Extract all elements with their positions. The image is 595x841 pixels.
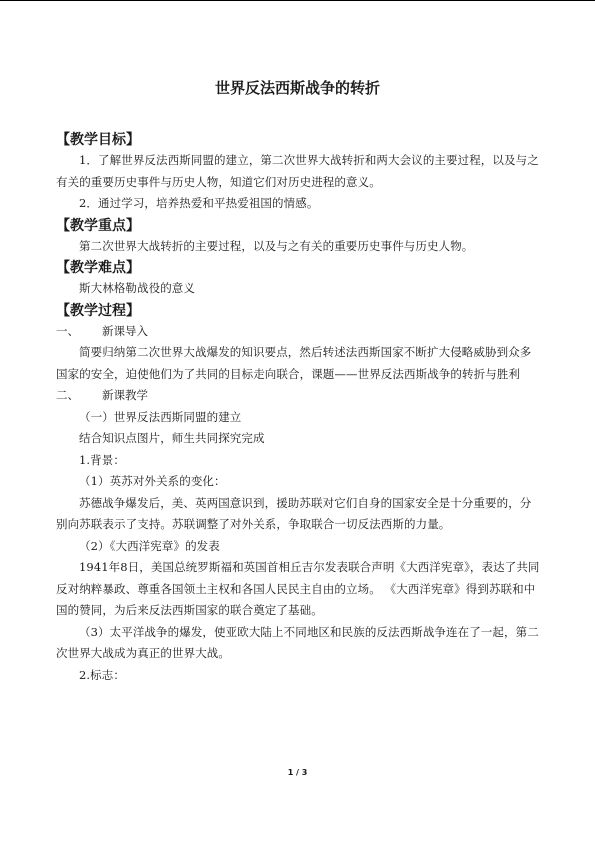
- background-1-title: （1）英苏对外关系的变化：: [79, 474, 226, 488]
- background-2-text: 1941年8日，美国总统罗斯福和英国首相丘吉尔发表联合声明《大西洋宪章》，表达了共同反对纳粹暴政、尊重各国领土主权和各国人民民主自由的立场。 《大西洋宪章》得到苏联和中国的赞同，为后来反法西斯国家的联合奠定了基础。: [56, 560, 540, 617]
- goal-2: 2．通过学习，培养热爱和平热爱祖国的情感。: [79, 196, 319, 210]
- sign-heading: 2.标志：: [79, 667, 125, 682]
- page-number: 1 / 3: [287, 768, 308, 777]
- intro-text: 简要归纳第二次世界大战爆发的知识要点，然后转述法西斯国家不断扩大侵略威胁到众多国家的安全，迫使他们为了共同的目标走向联合，课题——世界反法西斯战争的转折与胜利: [56, 345, 532, 381]
- section-2-number: 二、: [56, 388, 79, 402]
- section-2-heading: [56, 385, 540, 407]
- background-1-text: 苏德战争爆发后，美、英两国意识到，援助苏联对它们自身的国家安全是十分重要的，分别向苏联表示了支持。苏联调整了对外关系，争取联合一切反法西斯的力量。: [56, 495, 532, 531]
- heading-teaching-goals: 【教学目标】: [56, 132, 140, 148]
- goal-1: 1．了解世界反法西斯同盟的建立，第二次世界大战转折和两大会议的主要过程，以及与之有关的重要历史事件与历史人物，知道它们对历史进程的意义。: [56, 153, 539, 189]
- section-1-title: 新课导入: [102, 323, 148, 338]
- document-title: 世界反法西斯战争的转折: [214, 79, 380, 97]
- page-top-border: [0, 0, 595, 1]
- difficulties-text: 斯大林格勒战役的意义: [79, 281, 195, 295]
- background-3-text: （3）太平洋战争的爆发，使亚欧大陆上不同地区和民族的反法西斯战争连在了一起，第二次世界大战成为真正的世界大战。: [56, 624, 539, 660]
- key-points-text: 第二次世界大战转折的主要过程，以及与之有关的重要历史事件与历史人物。: [79, 238, 474, 253]
- heading-key-points: 【教学重点】: [56, 217, 140, 234]
- background-2-title: （2）《大西洋宪章》的发表: [79, 538, 220, 553]
- document-body: [56, 129, 540, 686]
- section-2-title: 新课教学: [102, 388, 148, 402]
- section-1-number: 一、: [56, 323, 79, 338]
- section-1-heading: [56, 321, 540, 343]
- background-heading: 1.背景：: [79, 452, 125, 467]
- subsection-1-title: （一）世界反法西斯同盟的建立: [79, 409, 242, 424]
- heading-process: 【教学过程】: [56, 302, 140, 319]
- combine-line: 结合知识点图片，师生共同探究完成: [79, 431, 265, 445]
- heading-difficulties: 【教学难点】: [56, 260, 140, 276]
